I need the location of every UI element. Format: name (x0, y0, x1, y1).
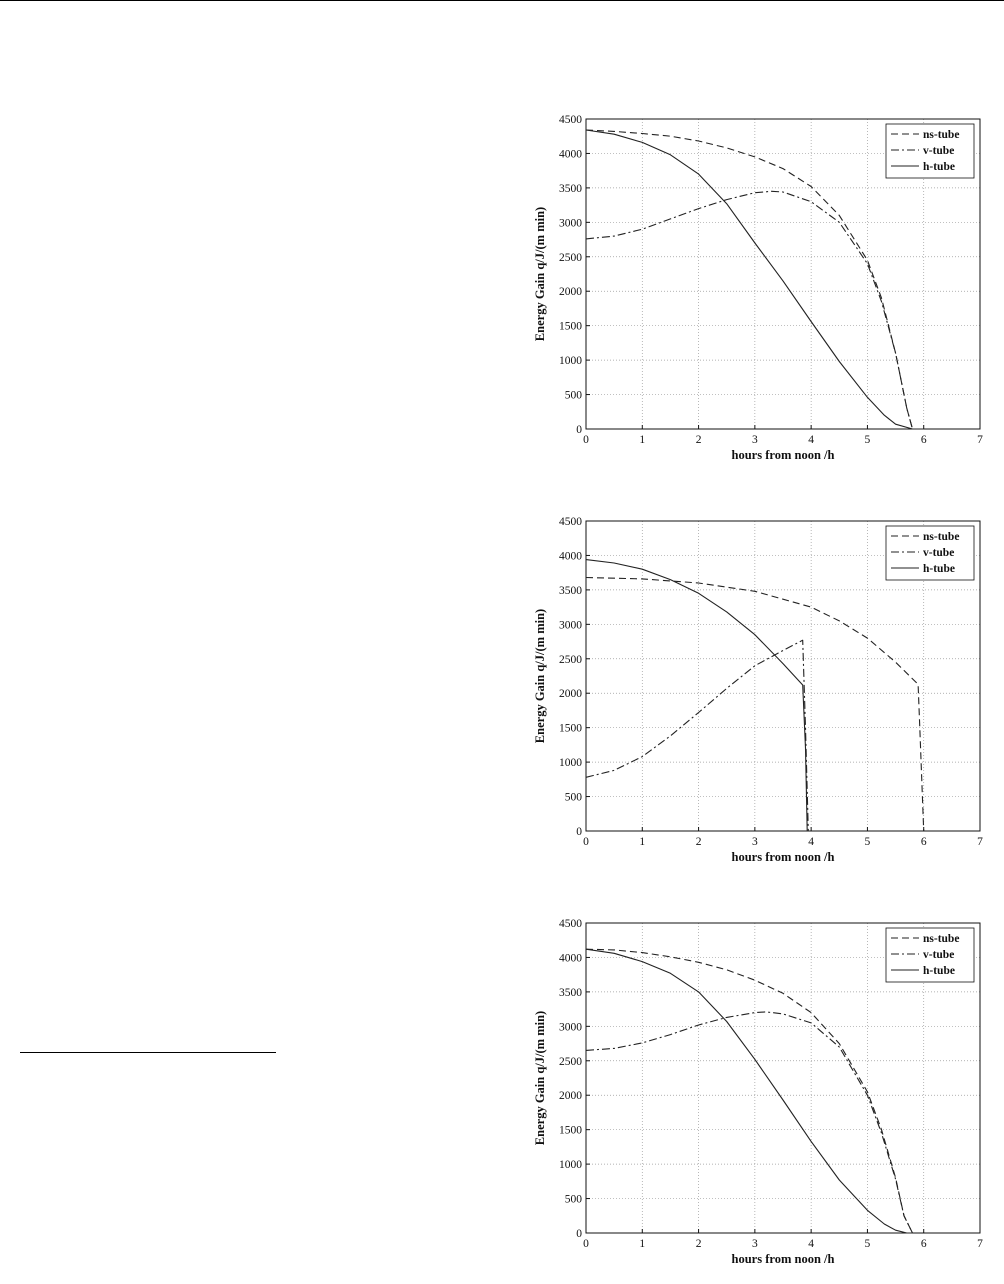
legend-label: v-tube (923, 949, 955, 961)
y-tick-label: 500 (564, 791, 582, 804)
energy-gain-chart-3 (520, 904, 1004, 1284)
x-axis-label: hours from noon /h (731, 1252, 835, 1266)
y-tick-label: 1000 (559, 1159, 582, 1172)
y-tick-label: 3000 (559, 1021, 582, 1034)
y-tick-label: 4000 (559, 148, 582, 161)
y-tick-label: 3500 (559, 182, 582, 195)
legend-label: ns-tube (923, 933, 960, 945)
y-tick-label: 1000 (559, 355, 582, 368)
y-tick-label: 2500 (559, 1055, 582, 1068)
y-tick-label: 3000 (559, 619, 582, 632)
series-line-v-tube (586, 640, 808, 831)
x-axis-label: hours from noon /h (731, 850, 835, 864)
x-tick-label: 5 (864, 434, 871, 446)
x-tick-label: 4 (808, 434, 815, 446)
energy-gain-chart-1 (520, 100, 1004, 480)
y-tick-label: 3000 (559, 217, 582, 230)
x-tick-label: 5 (864, 836, 871, 848)
page-top-rule (0, 0, 1004, 1)
y-tick-label: 3500 (559, 584, 582, 597)
x-tick-label: 3 (751, 1238, 758, 1250)
x-tick-label: 3 (751, 836, 758, 848)
x-tick-label: 6 (920, 434, 927, 446)
y-tick-label: 4500 (559, 114, 582, 126)
x-tick-label: 2 (695, 1238, 702, 1250)
x-tick-label: 3 (751, 434, 758, 446)
x-tick-label: 0 (583, 434, 589, 446)
y-tick-label: 0 (576, 424, 582, 436)
y-tick-label: 4500 (559, 516, 582, 528)
x-tick-label: 0 (583, 1238, 589, 1250)
series-line-h-tube (586, 130, 924, 429)
y-axis-label: Energy Gain q/J/(m min) (533, 206, 547, 342)
y-tick-label: 2500 (559, 653, 582, 666)
x-tick-label: 2 (695, 434, 702, 446)
x-tick-label: 1 (639, 434, 646, 446)
y-tick-label: 2000 (559, 286, 582, 299)
series-line-ns-tube (586, 130, 913, 429)
x-tick-label: 4 (808, 1238, 815, 1250)
y-tick-label: 2500 (559, 251, 582, 264)
y-tick-label: 3500 (559, 986, 582, 999)
x-tick-label: 6 (920, 1238, 927, 1250)
series-line-v-tube (586, 1012, 913, 1233)
legend-label: h-tube (923, 965, 955, 977)
y-axis-label: Energy Gain q/J/(m min) (533, 1010, 547, 1146)
y-tick-label: 500 (564, 1193, 582, 1206)
x-tick-label: 6 (920, 836, 927, 848)
x-tick-label: 7 (977, 1238, 983, 1250)
y-tick-label: 1000 (559, 757, 582, 770)
x-tick-label: 2 (695, 836, 702, 848)
y-tick-label: 500 (564, 389, 582, 402)
energy-gain-chart-2 (520, 502, 1004, 882)
y-tick-label: 2000 (559, 1090, 582, 1103)
y-tick-label: 0 (576, 826, 582, 838)
y-tick-label: 1500 (559, 1124, 582, 1137)
y-tick-label: 4500 (559, 918, 582, 930)
x-axis-label: hours from noon /h (731, 448, 835, 462)
x-tick-label: 1 (639, 1238, 646, 1250)
x-tick-label: 5 (864, 1238, 871, 1250)
y-tick-label: 4000 (559, 952, 582, 965)
y-axis-label: Energy Gain q/J/(m min) (533, 608, 547, 744)
legend-label: h-tube (923, 161, 955, 173)
x-tick-label: 1 (639, 836, 646, 848)
y-tick-label: 0 (576, 1228, 582, 1240)
y-tick-label: 4000 (559, 550, 582, 563)
y-tick-label: 1500 (559, 722, 582, 735)
x-tick-label: 7 (977, 836, 983, 848)
y-tick-label: 1500 (559, 320, 582, 333)
x-tick-label: 0 (583, 836, 589, 848)
series-line-v-tube (586, 191, 913, 429)
legend-label: ns-tube (923, 129, 960, 141)
legend-label: v-tube (923, 145, 955, 157)
y-tick-label: 2000 (559, 688, 582, 701)
footnote-rule (20, 1052, 276, 1053)
series-line-h-tube (586, 560, 807, 831)
legend-label: ns-tube (923, 531, 960, 543)
x-tick-label: 4 (808, 836, 815, 848)
x-tick-label: 7 (977, 434, 983, 446)
legend-label: h-tube (923, 563, 955, 575)
legend-label: v-tube (923, 547, 955, 559)
